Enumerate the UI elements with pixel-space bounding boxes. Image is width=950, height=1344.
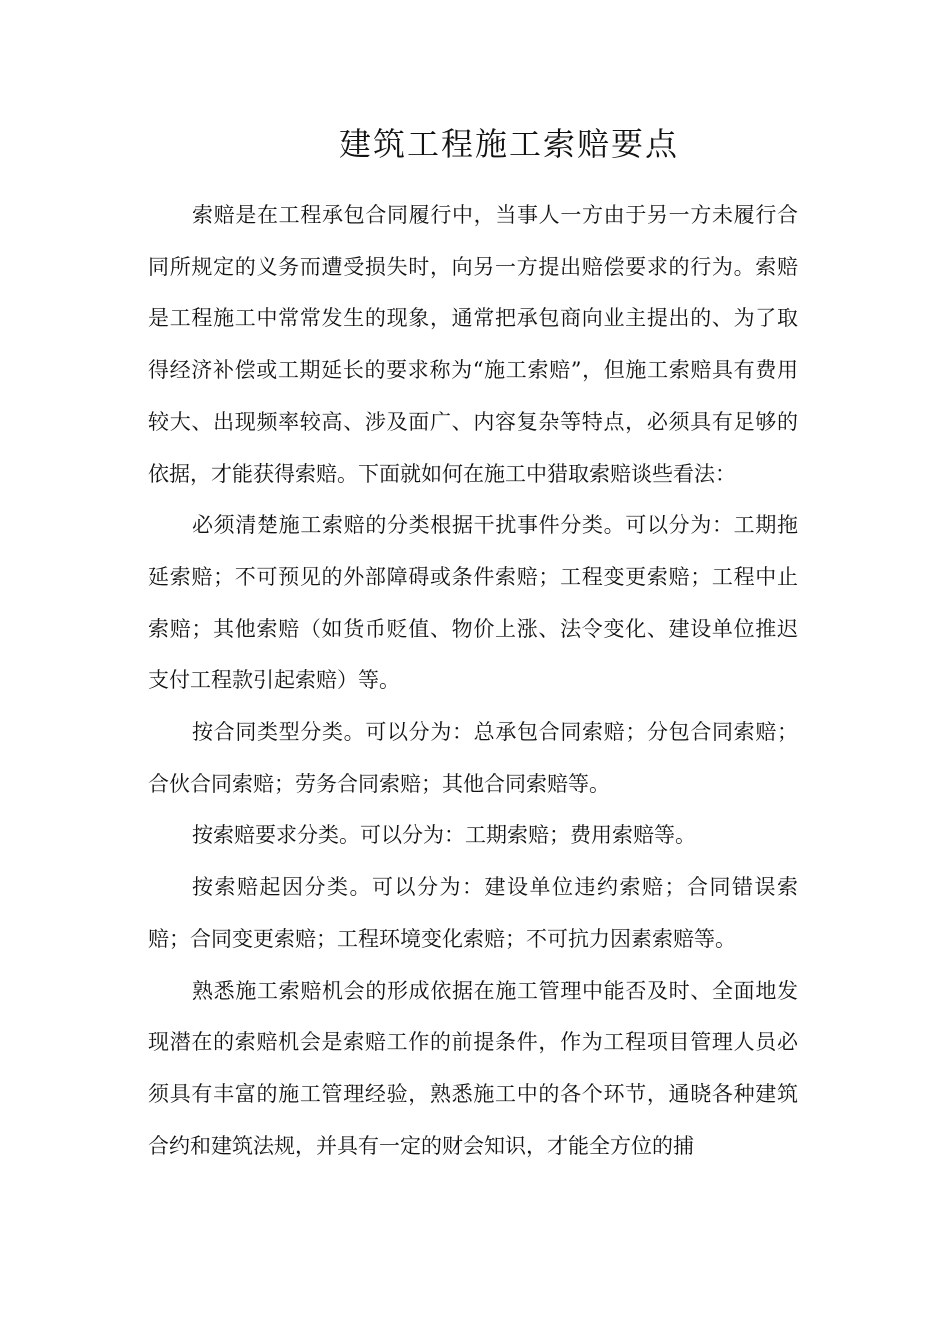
- paragraph-claim-opportunity: 熟悉施工索赔机会的形成依据在施工管理中能否及时、全面地发现潜在的索赔机会是索赔工作的前提条件，作为工程项目管理人员必须具有丰富的施工管理经验，熟悉施工中的各个环节，通晓各种建筑合约和建筑法规，并具有一定的财会知识，才能全方位的捕: [148, 978, 798, 1158]
- paragraph-classification-by-event: 必须清楚施工索赔的分类根据干扰事件分类。可以分为：工期拖延索赔；不可预见的外部障碍或条件索赔；工程变更索赔；工程中止索赔；其他索赔（如货币贬值、物价上涨、法令变化、建设单位推迟支付工程款引起索赔）等。: [148, 513, 798, 693]
- document-body: [148, 190, 798, 1172]
- document-title: 建筑工程施工索赔要点: [338, 125, 679, 163]
- paragraph-classification-by-contract: 按合同类型分类。可以分为：总承包合同索赔；分包合同索赔；合伙合同索赔；劳务合同索赔；其他合同索赔等。: [148, 720, 798, 796]
- paragraph-classification-by-requirement: 按索赔要求分类。可以分为：工期索赔；费用索赔等。: [192, 823, 696, 848]
- paragraph-classification-by-cause: 按索赔起因分类。可以分为：建设单位违约索赔；合同错误索赔；合同变更索赔；工程环境变化索赔；不可抗力因素索赔等。: [148, 875, 798, 951]
- paragraph-intro: 索赔是在工程承包合同履行中，当事人一方由于另一方未履行合同所规定的义务而遭受损失时，向另一方提出赔偿要求的行为。索赔是工程施工中常常发生的现象，通常把承包商向业主提出的、为了取得经济补偿或工期延长的要求称为“施工索赔”，但施工索赔具有费用较大、出现频率较高、涉及面广、内容复杂等特点，必须具有足够的依据，才能获得索赔。下面就如何在施工中猎取索赔谈些看法：: [148, 203, 798, 486]
